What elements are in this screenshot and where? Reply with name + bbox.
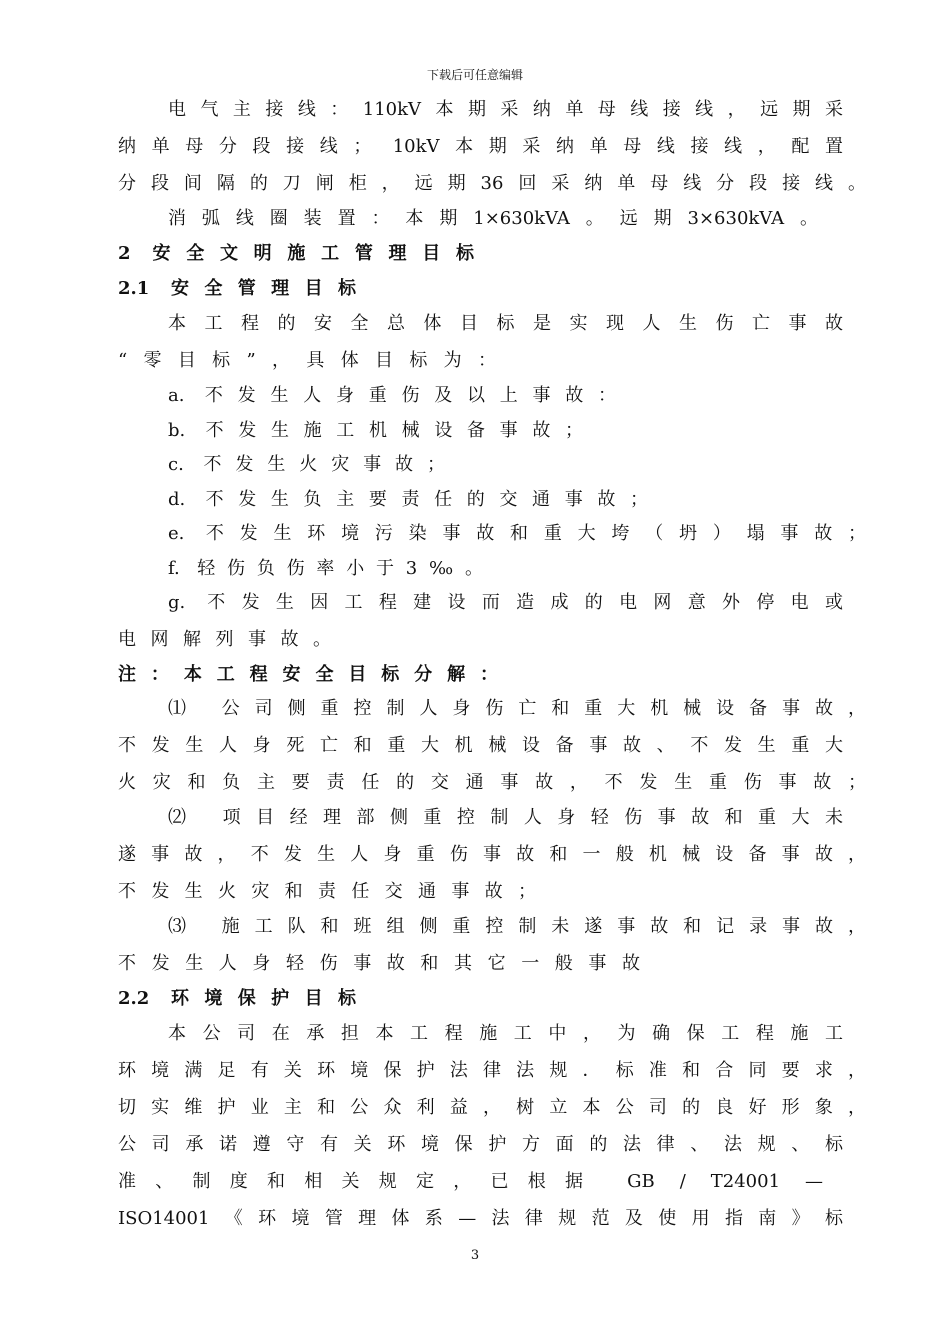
list-item: g. 不发生因工程建设而造成的电网意外停电或 [168,592,843,613]
list-item: ⑴ 公司侧重控制人身伤亡和重大机械设备事故， [168,698,866,719]
list-item: ⑶ 施工队和班组侧重控制未遂事故和记录事故， [168,916,866,937]
list-item: f. 轻伤负伤率小于3‰。 [168,558,483,579]
list-item: e. 不发生环境污染事故和重大垮（坍）塌事故； [168,523,866,544]
paragraph-line: 纳单母分段接线； 10kV本期采纳单母线接线，配置 [118,136,843,157]
paragraph-line: 遂事故，不发生人身重伤事故和一般机械设备事故， [118,844,866,865]
paragraph-line: 电网解列事故。 [118,629,331,650]
paragraph-line: 消弧线圈装置：本期1×630kVA。远期3×630kVA。 [168,208,818,229]
list-item: b. 不发生施工机械设备事故； [168,420,583,441]
subsection-heading: 2.1 安全管理目标 [118,278,356,299]
paragraph-line: 不发生火灾和责任交通事故； [118,881,536,902]
list-item: ⑵ 项目经理部侧重控制人身轻伤事故和重大未 [168,807,843,828]
paragraph-line: 不发生人身轻伤事故和其它一般事故 [118,953,640,974]
note-heading: 注：本工程安全目标分解： [118,664,498,685]
list-item: a. 不发生人身重伤及以上事故： [168,385,616,406]
list-item: c. 不发生火灾事故； [168,454,445,475]
paragraph-line: 本工程的安全总体目标是实现人生伤亡事故 [168,313,843,334]
paragraph-line: 不发生人身死亡和重大机械设备事故、不发生重大 [118,735,843,756]
paragraph-line: 分段间隔的刀闸柜，远期36回采纳单母线分段接线。 [118,173,866,194]
section-heading: 2 安全文明施工管理目标 [118,243,474,264]
page-header: 下载后可任意编辑 [426,68,523,82]
paragraph-line: 火灾和负主要责任的交通事故，不发生重伤事故； [118,772,866,793]
list-item: d. 不发生负主要责任的交通事故； [168,489,648,510]
paragraph-line: 本公司在承担本工程施工中，为确保工程施工 [168,1023,843,1044]
page-number: 3 [470,1248,480,1263]
subsection-heading: 2.2 环境保护目标 [118,988,356,1009]
paragraph-line: “零目标”，具体目标为： [118,350,496,371]
paragraph-line: 切实维护业主和公众利益，树立本公司的良好形象， [118,1097,866,1118]
paragraph-line: ISO14001《环境管理体系—法律规范及使用指南》标 [118,1208,843,1229]
paragraph-line: 电气主接线：110kV本期采纳单母线接线，远期采 [168,99,843,120]
paragraph-line: 环境满足有关环境保护法律法规．标准和合同要求， [118,1060,866,1081]
paragraph-line: 准、制度和相关规定，已根据 GB / T24001 — [118,1171,823,1192]
paragraph-line: 公司承诺遵守有关环境保护方面的法律、法规、标 [118,1134,843,1155]
